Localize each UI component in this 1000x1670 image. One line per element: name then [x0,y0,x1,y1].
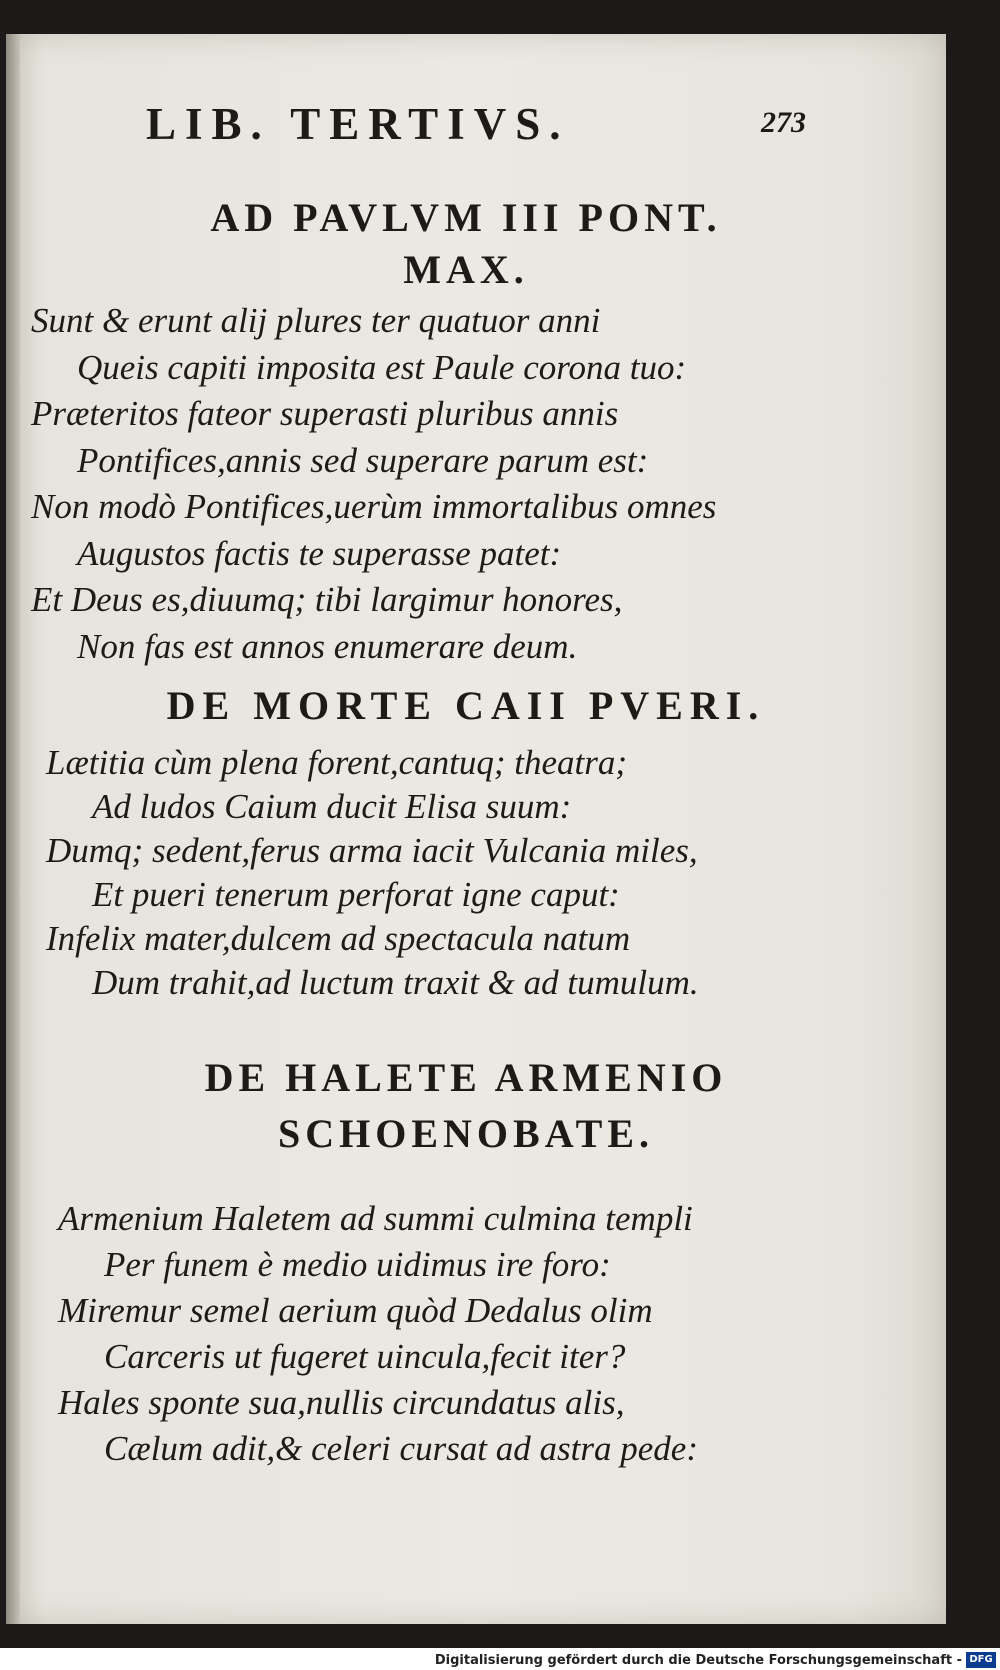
verse-line: Ad ludos Caium ducit Elisa suum: [92,787,572,826]
verse-line: Queis capiti imposita est Paule corona tuo: [77,347,687,387]
verse-line: Dum trahit,ad luctum traxit & ad tumulum. [92,963,699,1002]
heading-line: DE HALETE ARMENIO [204,1055,728,1100]
poem-3-verses [58,1196,958,1472]
poem-1-verses [31,298,931,670]
funding-credit: Digitalisierung gefördert durch die Deutsche Forschungsgemeinschaft - [434,1653,962,1668]
footer-bar [0,1648,1000,1670]
verse-line: Per funem è medio uidimus ire foro: [104,1245,611,1284]
poem-title-3 [6,1050,926,1162]
book-page [6,34,946,1624]
verse-line: Et Deus es,diuumq; tibi largimur honores, [31,580,623,619]
heading-line: MAX. [403,247,529,292]
verse-line: Armenium Haletem ad summi culmina templi [58,1199,693,1238]
verse-line: Præteritos fateor superasti pluribus annis [31,394,619,433]
verse-line: Non modò Pontifices,uerùm immortalibus omnes [31,487,717,526]
verse-line: Et pueri tenerum perforat igne caput: [92,875,620,914]
verse-line: Sunt & erunt alij plures ter quatuor anni [31,301,601,340]
verse-line: Dumq; sedent,ferus arma iacit Vulcania miles, [46,831,698,870]
verse-line: Non fas est annos enumerare deum. [77,626,578,666]
heading-line: DE MORTE CAII PVERI. [166,683,766,728]
poem-2-verses [46,740,946,1004]
running-head: LIB. TERTIVS. [146,99,570,149]
verse-line: Carceris ut fugeret uincula,fecit iter? [104,1337,626,1376]
verse-line: Augustos factis te superasse patet: [77,533,562,573]
dfg-logo: DFG [966,1652,996,1668]
verse-line: Cælum adit,& celeri cursat ad astra pede: [104,1429,698,1468]
verse-line: Lætitia cùm plena forent,cantuq; theatra; [46,743,628,782]
poem-title-1 [6,192,926,296]
heading-line: AD PAVLVM III PONT. [210,195,722,240]
verse-line: Infelix mater,dulcem ad spectacula natum [46,919,631,958]
verse-line: Miremur semel aerium quòd Dedalus olim [58,1291,653,1330]
heading-line: SCHOENOBATE. [278,1111,654,1156]
verse-line: Hales sponte sua,nullis circundatus alis, [58,1383,625,1422]
page-number: 273 [761,106,806,139]
verse-line: Pontifices,annis sed superare parum est: [77,440,649,480]
poem-title-2 [6,682,926,729]
page-header [146,98,806,178]
